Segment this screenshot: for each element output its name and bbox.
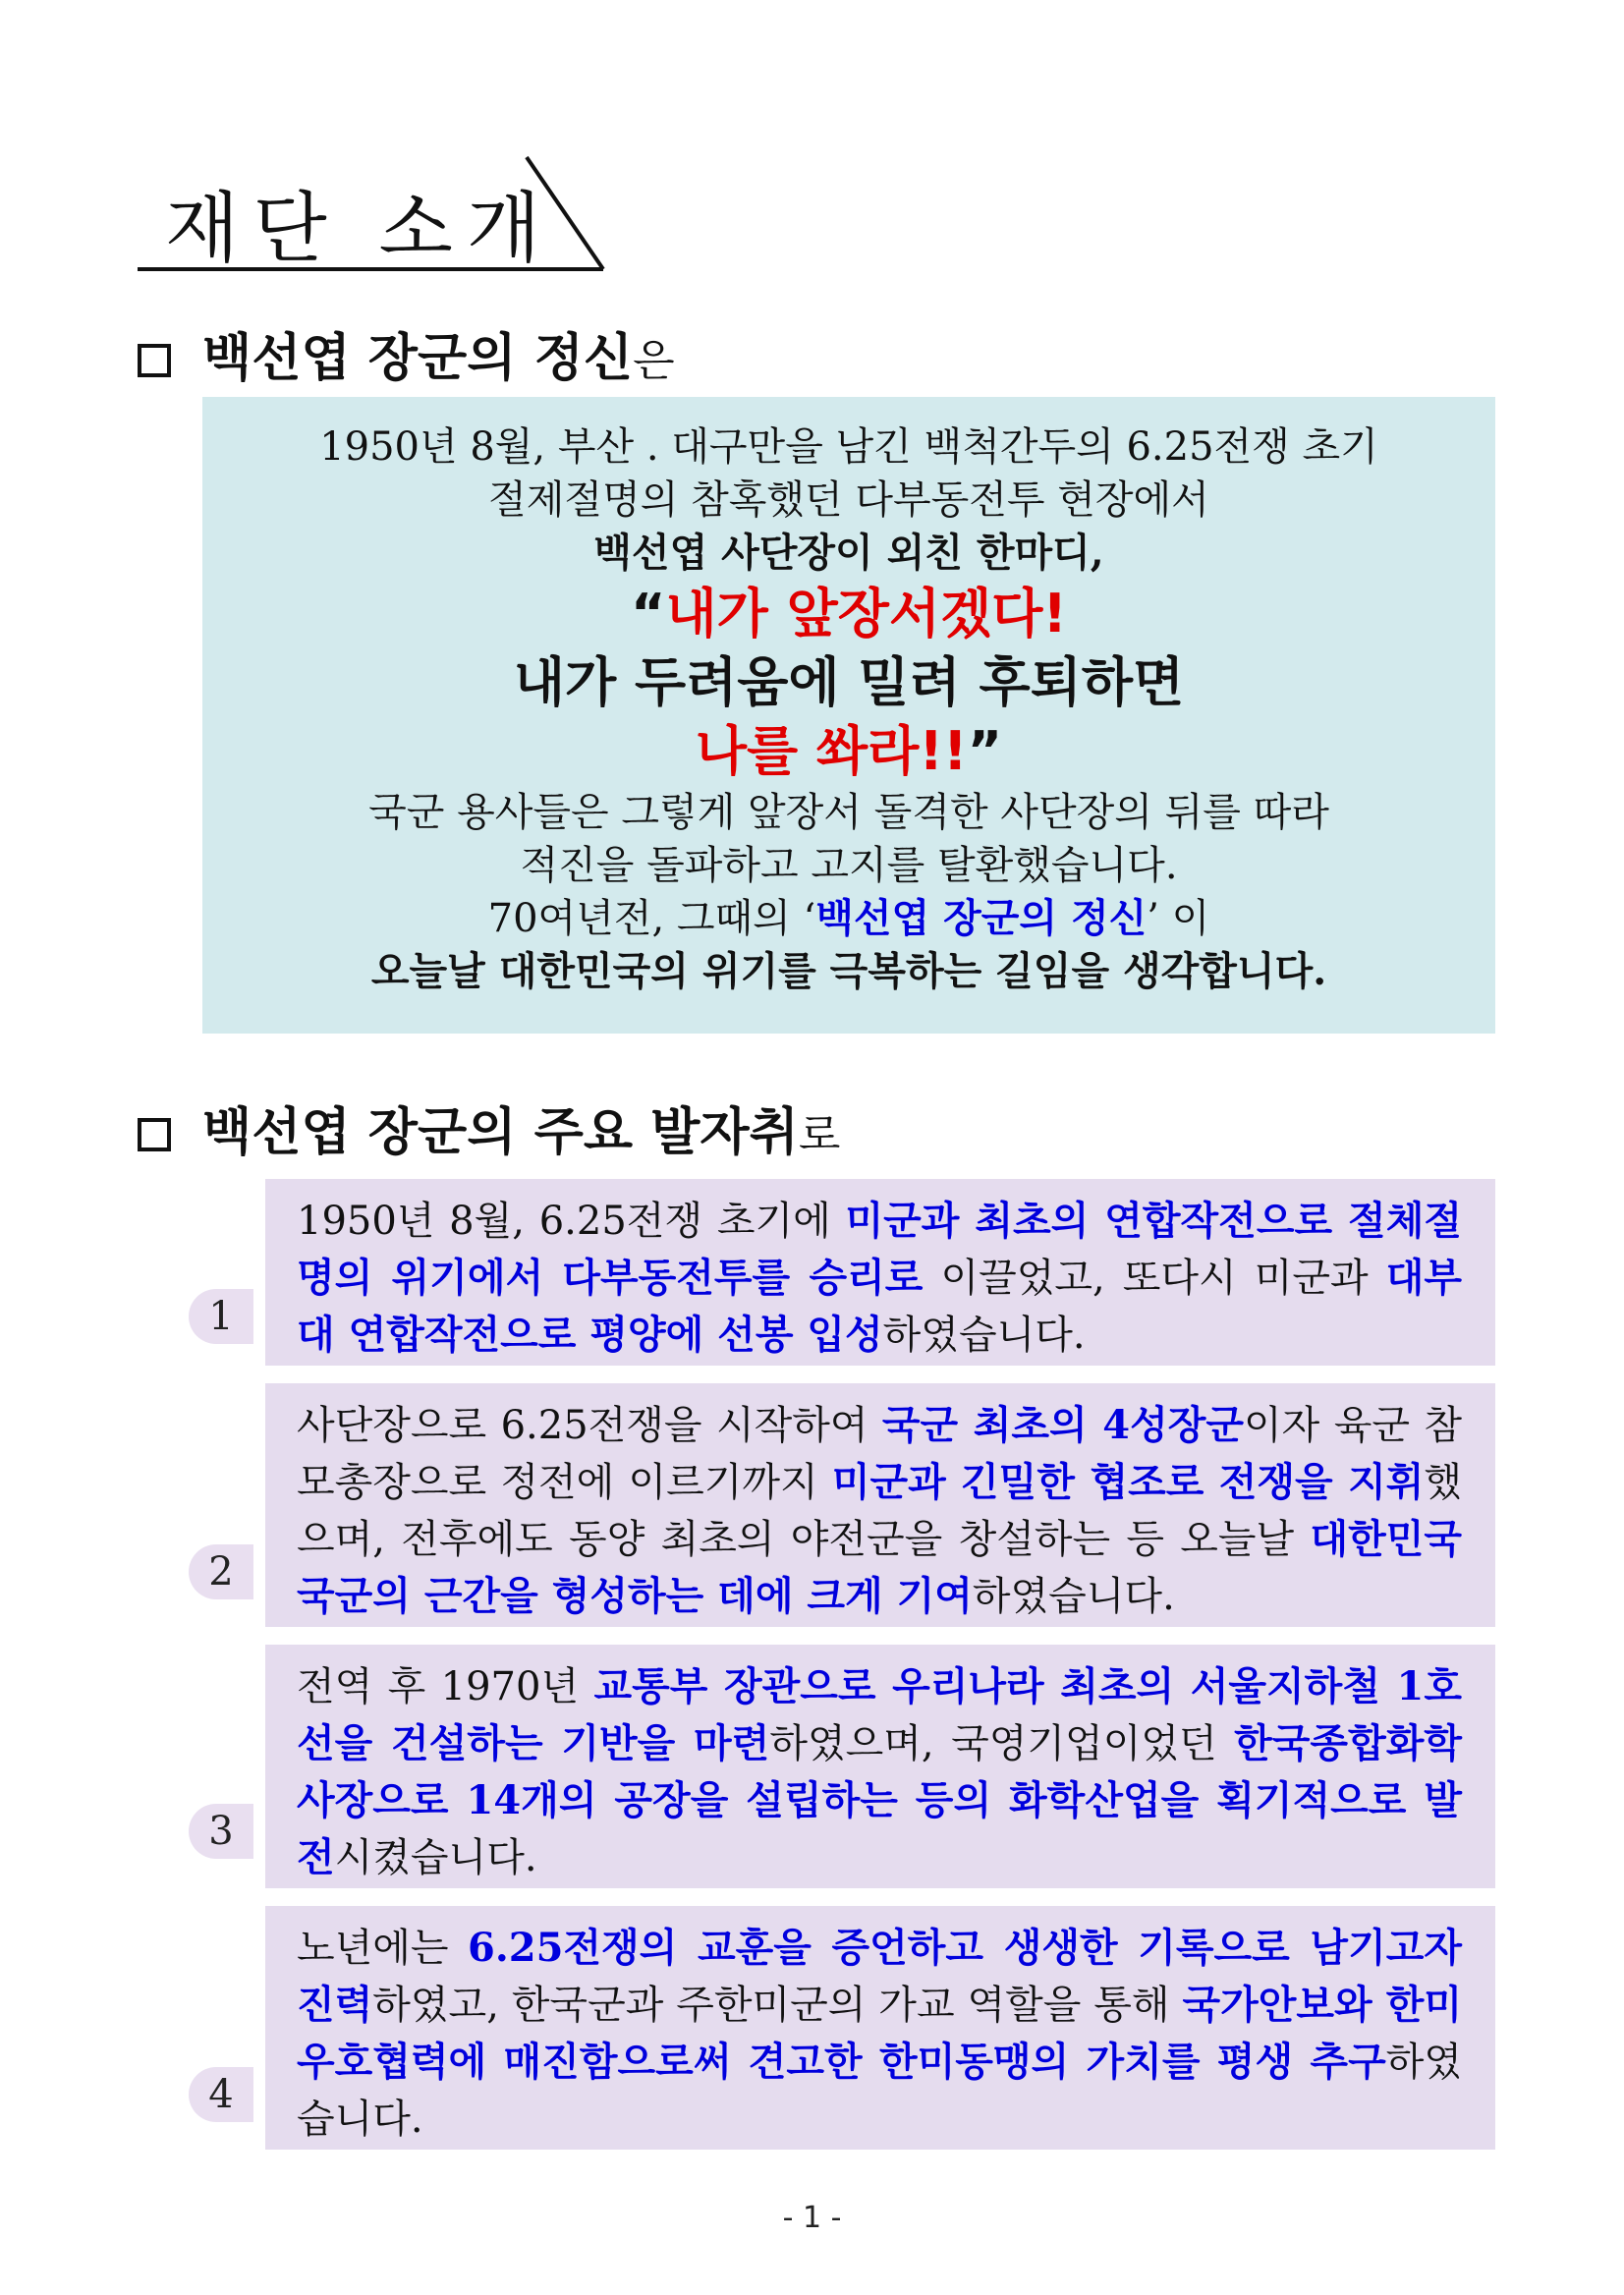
item-text: 전역 후 1970년 교통부 장관으로 우리나라 최초의 서울지하철 1호선을 건설하는 기반을 마련하였으며, 국영기업이었던 한국종합화학사장으로 14개의 공장을 설립하는 등의 화학산업을 획기적으로 발전시켰습니다. (297, 1663, 1462, 1880)
quote-line-2: 절제절명의 참혹했던 다부동전투 현장에서 (488, 477, 1209, 523)
list-item (265, 1906, 1495, 2150)
section-heading-spirit (138, 316, 675, 390)
open-quote-mark: “ (630, 583, 666, 644)
section-heading-text: 백선엽 장군의 정신 (202, 328, 634, 388)
checkbox-square-icon (138, 1118, 171, 1151)
quote-line-4: 국군 용사들은 그렇게 앞장서 돌격한 사단장의 뒤를 따라 (368, 790, 1329, 835)
quote-big-2: 내가 두려움에 밀려 후퇴하면 (513, 651, 1185, 713)
quote-line-6-post: ’ 이 (1147, 896, 1210, 941)
section-heading-tail: 은 (633, 336, 675, 386)
quote-big-3-text: 나를 쏴라!! (695, 720, 968, 782)
quote-line-7: 오늘날 대한민국의 위기를 극복하는 길임을 생각합니다. (370, 948, 1327, 994)
section-heading-footsteps (138, 1091, 840, 1164)
item-number-badge: 4 (189, 2067, 253, 2122)
section-heading-text: 백선엽 장군의 주요 발자취 (202, 1102, 799, 1162)
quote-big-3 (202, 717, 1495, 786)
quote-big-1 (202, 580, 1495, 648)
quote-line-3: 백선엽 사단장이 외친 한마디, (593, 530, 1104, 576)
item-number-badge: 3 (189, 1804, 253, 1859)
page-title: 재단 소개 (165, 185, 555, 273)
spirit-quote-box (202, 397, 1495, 1034)
item-text: 사단장으로 6.25전쟁을 시작하여 국군 최초의 4성장군이자 육군 참모총장으로 정전에 이르기까지 미군과 긴밀한 협조로 전쟁을 지휘했으며, 전후에도 동양 최초의 야전군을 창설하는 등 오늘날 대한민국 국군의 근간을 형성하는 데에 크게 기여하였습니다. (297, 1402, 1462, 1619)
quote-line-5: 적진을 돌파하고 고지를 탈환했습니다. (520, 843, 1178, 888)
list-item (265, 1179, 1495, 1366)
item-text: 노년에는 6.25전쟁의 교훈을 증언하고 생생한 기록으로 남기고자 진력하였고, 한국군과 주한미군의 가교 역할을 통해 국가안보와 한미 우호협력에 매진함으로써 견고한 한미동맹의 가치를 평생 추구하였습니다. (297, 1925, 1463, 2142)
item-text: 1950년 8월, 6.25전쟁 초기에 미군과 최초의 연합작전으로 절체절명의 위기에서 다부동전투를 승리로 이끌었고, 또다시 미군과 대부대 연합작전으로 평양에 선봉 입성하였습니다. (297, 1198, 1462, 1358)
quote-line-6-pre: 70여년전, 그때의 ‘ (487, 896, 816, 941)
page-number: - 1 - (782, 2201, 842, 2235)
checkbox-square-icon (138, 344, 171, 377)
quote-line-1: 1950년 8월, 부산 . 대구만을 남긴 백척간두의 6.25전쟁 초기 (319, 424, 1378, 470)
item-number-badge: 1 (189, 1289, 253, 1344)
list-item (265, 1383, 1495, 1627)
quote-line-6-highlight: 백선엽 장군의 정신 (815, 895, 1148, 941)
section-heading-tail: 로 (798, 1110, 841, 1160)
quote-line-6 (202, 892, 1495, 945)
close-quote-mark: ” (967, 720, 1003, 782)
quote-big-1-text: 내가 앞장서겠다! (665, 583, 1068, 644)
item-number-badge: 2 (189, 1544, 253, 1599)
list-item (265, 1645, 1495, 1888)
